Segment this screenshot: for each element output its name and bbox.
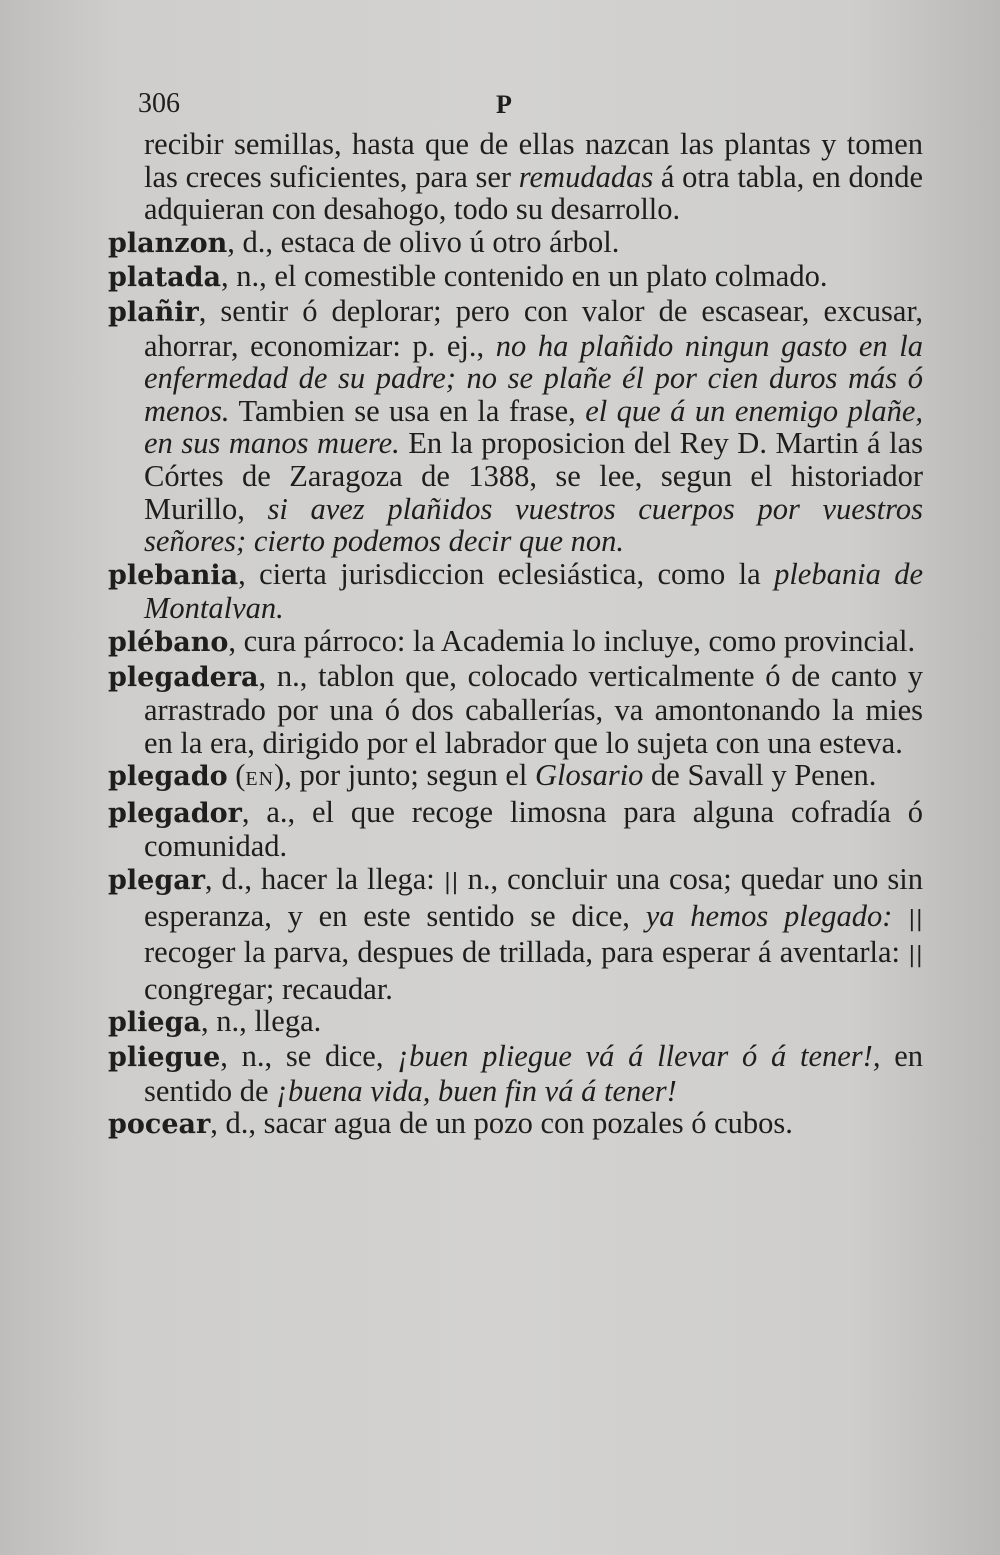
definition: , n., el comestible contenido en un plato colmado. — [220, 259, 828, 294]
entry-plegador — [108, 796, 923, 863]
example-italic: ¡buena vida, buen fin vá á tener! — [276, 1073, 677, 1108]
entry-pliegue — [108, 1040, 923, 1107]
page-header — [0, 84, 1000, 124]
headword: pliega — [108, 1007, 201, 1039]
entry-pocear — [108, 1107, 923, 1142]
headword: plébano — [108, 626, 229, 658]
definition: , sentir ó deplorar; pero con valor de escasear, excusar, ahorrar, economizar: p. ej., — [144, 293, 923, 363]
example-italic: el que á un enemigo plañe, en sus manos muere. — [144, 393, 924, 461]
example-italic: ¡buen pliegue vá á llevar ó á tener!, — [397, 1039, 881, 1074]
entry-text: á otra tabla, en donde adquieran con desahogo, todo su desarrollo. — [144, 159, 923, 227]
entry-pliega — [108, 1005, 923, 1040]
entry-continuation — [108, 128, 923, 226]
dictionary-body — [108, 128, 923, 1142]
definition: de Savall y Penen. — [643, 758, 877, 793]
definition: , d., hacer la llega: — [204, 862, 444, 897]
headword: planzon — [108, 227, 228, 259]
entry-plebano — [108, 625, 923, 660]
entry-plebania — [108, 558, 923, 625]
definition: , a., el que recoge limosna para alguna cofradía ó comunidad. — [144, 794, 923, 864]
definition: , d., sacar agua de un pozo con pozales ó cubos. — [210, 1106, 793, 1141]
title-italic: Glosario — [534, 758, 644, 793]
page-number: 306 — [138, 88, 180, 119]
definition: , n., tablon que, colocado verticalmente ó de canto y arrastrado por una ó dos caballerías, va amontonando la mies en la era, dirigido por el labrador que lo sujeta con una esteva. — [144, 658, 923, 760]
definition: , d., estaca de olivo ú otro árbol. — [227, 224, 620, 259]
definition: , n., llega. — [200, 1004, 322, 1039]
entry-plegado — [108, 759, 923, 796]
example-italic: no ha plañido ningun gasto en la enfermedad de su padre; no se plañe él por cien duros más ó menos. — [144, 328, 923, 428]
entry-plegar — [108, 863, 923, 1005]
definition: En la proposicion del Rey D. Martin á las Córtes de Zaragoza de 1388, se lee, segun el historiador Murillo, — [144, 426, 923, 526]
definition: , cura párroco: la Academia lo incluye, como provincial. — [228, 623, 916, 658]
sense-separator: || — [908, 906, 923, 932]
example-italic: plebania de Montalvan. — [144, 556, 924, 626]
example-italic: ya hemos plegado: — [645, 898, 893, 933]
headword: platada — [108, 262, 221, 294]
entry-text: recibir semillas, hasta que de ellas nazcan las plantas y tomen las creces suficientes, para ser — [144, 127, 923, 194]
definition: recoger la parva, despues de trillada, para esperar á aventarla: — [144, 935, 909, 970]
entry-planir — [108, 295, 923, 558]
example-italic: si avez plañidos vuestros cuerpos por vuestros señores; cierto podemos decir que non. — [144, 491, 923, 559]
headword: plegado — [108, 761, 228, 793]
definition: ), por junto; segun el — [274, 758, 535, 793]
entry-planzon — [108, 226, 923, 261]
entry-plegadera — [108, 660, 923, 760]
headword: pliegue — [108, 1042, 221, 1074]
entry-italic: remudadas — [518, 159, 654, 194]
headword: plegar — [108, 865, 205, 897]
definition: , n., se dice, — [220, 1039, 398, 1074]
sense-separator: || — [443, 870, 459, 896]
definition: n., concluir una cosa; quedar uno sin esperanza, y en este sentido se dice, — [144, 862, 923, 933]
small-caps-label: EN — [245, 768, 275, 791]
headword: plegadera — [108, 661, 259, 693]
headword: plañir — [108, 296, 199, 328]
definition: ( — [227, 758, 246, 793]
definition: congregar; recaudar. — [144, 971, 393, 1006]
definition: Tambien se usa en la frase, — [229, 393, 586, 428]
headword: pocear — [108, 1109, 211, 1141]
entry-platada — [108, 260, 923, 295]
definition: , cierta jurisdiccion eclesiástica, como la — [238, 556, 775, 591]
section-letter: P — [496, 90, 512, 119]
definition: en sentido de — [144, 1039, 923, 1108]
headword: plebania — [108, 559, 239, 591]
headword: plegador — [108, 797, 242, 829]
sense-separator: || — [908, 943, 923, 969]
